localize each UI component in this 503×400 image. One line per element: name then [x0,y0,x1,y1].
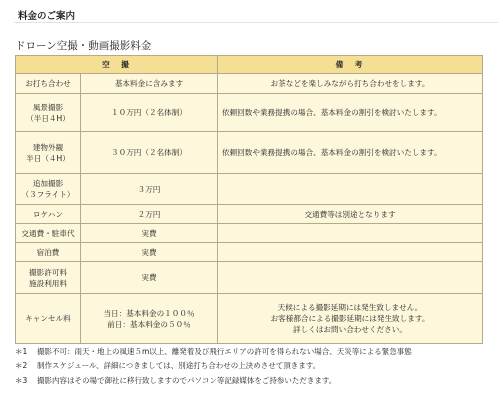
section-title: ドローン空撮・動画撮影料金 [15,40,152,52]
row-price: 実費 [81,224,218,243]
row-price: 基本料金に含みます [81,74,218,94]
row-label-line: （半日４H） [26,113,70,123]
table-row [16,174,483,205]
row-note-line: お客様都合による撮影延期には発生致します。 [270,314,430,323]
row-note [218,294,483,344]
row-label [16,94,81,132]
row-price-line: 前日：基本料金の５０％ [107,319,191,329]
footnote-text: 撮影不可：雨天・地上の風速５m以上、離発着及び飛行エリアの許可を得られない場合、天災等による緊急事態 [37,347,412,356]
row-note: 交通費等は別途となります [218,205,483,224]
row-price: １０万円（２名体制） [81,94,218,132]
row-note: 依頼回数や業務提携の場合、基本料金の割引を検討いたします。 [218,94,483,132]
row-label-line: 風景撮影 [32,102,64,112]
footnotes [15,346,500,389]
row-label-line: 半日（４H） [26,153,70,163]
row-label: キャンセル料 [16,294,81,344]
row-label-line: 建物外観 [32,142,64,152]
row-price: 実費 [81,243,218,262]
header-remarks: 備 考 [218,56,483,74]
row-label-line: 撮影許可料 [29,267,67,277]
row-label-line: 施設利用料 [29,278,67,288]
pricing-table [15,55,483,344]
row-note [218,243,483,262]
row-note [218,262,483,294]
footnote-mark: ＊3 [15,375,28,385]
row-label: 宿泊費 [16,243,81,262]
row-price: ２万円 [81,205,218,224]
row-label [16,262,81,294]
table-row [16,205,483,224]
footnote-mark: ＊1 [15,347,28,356]
row-note-line: 詳しくはお問い合わせください。 [293,325,407,334]
table-row [16,132,483,174]
footnote-item [15,375,500,386]
row-label-line: （３フライト） [21,190,75,199]
row-label [16,132,81,174]
row-label: 交通費・駐車代 [16,224,81,243]
footnote-text: 撮影内容はその場で御社に移行致しますのでパソコン等記録媒体をご持参いただきます。 [37,375,337,385]
page-heading: 料金のご案内 [18,11,76,22]
table-row [16,74,483,94]
table-row [16,243,483,262]
divider [14,22,498,23]
row-note [218,224,483,243]
row-note-line: 天候による撮影延期には発生致しません。 [277,303,423,312]
row-label [16,174,81,205]
row-note [218,174,483,205]
row-label-line: 追加撮影 [32,179,64,188]
row-note: お茶などを楽しみながら打ち合わせをします。 [218,74,483,94]
row-label: ロケハン [16,205,81,224]
footnote-item [15,346,500,357]
row-label: お打ち合わせ [16,74,81,94]
row-note: 依頼回数や業務提携の場合、基本料金の割引を検討いたします。 [218,132,483,174]
footnote-text: 制作スケジュール、詳細につきましては、別途打ち合わせの上決めさせて頂きます。 [37,361,321,371]
row-price [81,294,218,344]
table-row [16,262,483,294]
table-row [16,94,483,132]
footnote-mark: ＊2 [15,361,28,371]
footnote-item [15,360,500,371]
row-price-line: 当日：基本料金の１００％ [103,308,195,318]
row-price: 実費 [81,262,218,294]
table-row [16,294,483,344]
table-row [16,224,483,243]
table-header-row [16,56,483,74]
header-aerial: 空 撮 [16,56,218,74]
row-price: ３０万円（２名体制） [81,132,218,174]
row-price: ３万円 [81,174,218,205]
